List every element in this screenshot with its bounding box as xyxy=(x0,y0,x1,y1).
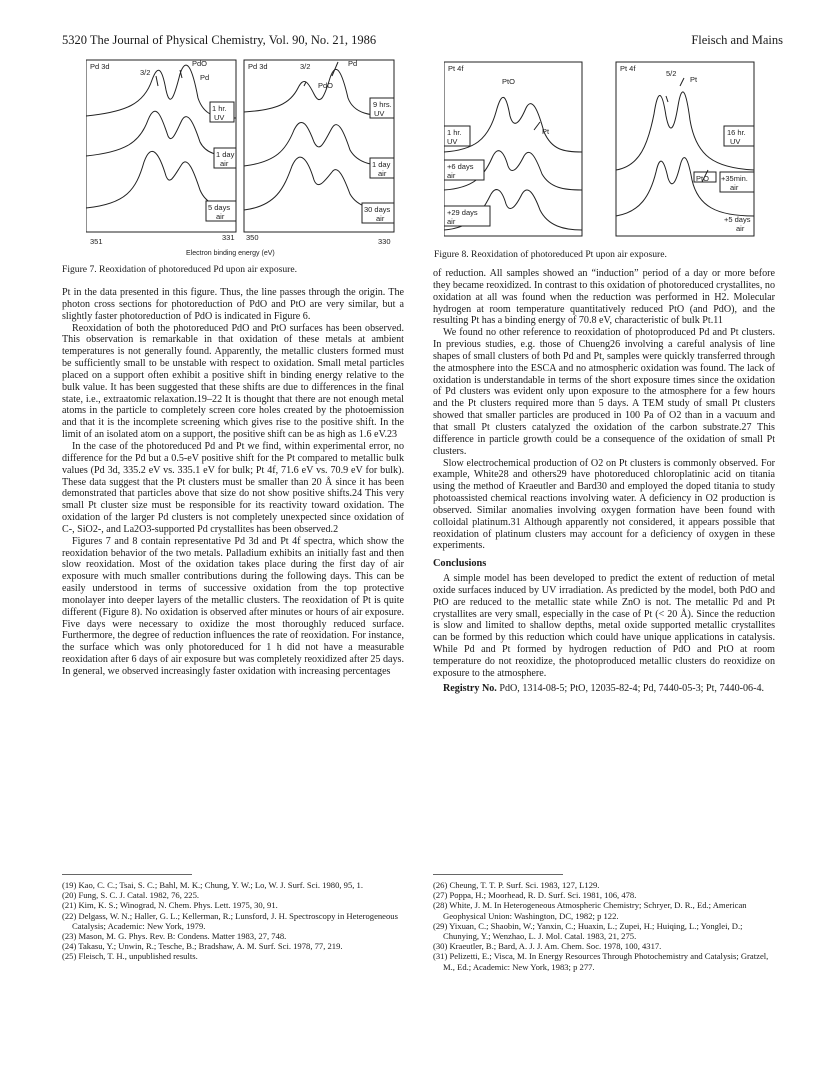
conclusions-paragraph: A simple model has been developed to predict the extent of reduction of metal oxide surfaces induced by UV irradiation. As predicted by the model, both PdO and PtO are reduced to the metallic state while ZnO is not. The metallic Pd and Pt crystallites are very small, especially in the case of Pt (< 20 Å). Since the reduction is slow and limited to shallow depths, metal oxide supported metallic crystallites can be formed by this reduction which could have unique applications in catalysis. While Pd and Pt formed by hydrogen reduction of PdO and PtO at room temperature do not reoxidize, the photoproduced metallic clusters do reoxidize on exposure to the atmosphere. xyxy=(433,573,775,679)
fig8-panel1-peak1: PtO xyxy=(502,77,515,86)
fig7-panel2-t2: 1 day xyxy=(372,160,391,169)
left-paragraph-3: In the case of the photoreduced Pd and Pt we find, within experimental error, no difference for the Pd but a 0.5-eV positive shift for the Pt compared to metallic bulk values (Pd 3d, 335.2 eV vs. 335.1 eV for bulk; Pt 4f, 71.6 eV vs. 70.9 eV for bulk). These data suggest that the Pt clusters must be smaller than 20 Å since it has been demonstrated that particles above that size do not show positive shifts.24 This very small Pt cluster size must be responsible for its reactivity toward oxidation. The oxidation of the larger Pd clusters is not completely unexpected since oxidation of C-, SiO2-, and La2O3-supported Pd crystallites has been observed.2 xyxy=(62,440,404,535)
ref-22: (22) Delgass, W. N.; Haller, G. L.; Kellerman, R.; Lunsford, J. H. Spectroscopy in Heterogeneous Catalysis; Academic: New York, 1979. xyxy=(62,910,398,931)
fig7-panel1-t3: 5 days xyxy=(208,203,231,212)
references-left xyxy=(62,880,404,962)
fig7-panel1-t1: 1 hr. xyxy=(212,104,227,113)
registry-label: Registry No. xyxy=(443,682,497,694)
fig8-panel2-t2c: PtO xyxy=(696,174,709,183)
fig8-panel1-corner: Pt 4f xyxy=(448,64,464,73)
header-journal: 5320 The Journal of Physical Chemistry, Vol. 90, No. 21, 1986 xyxy=(62,33,377,47)
references-right xyxy=(433,880,775,972)
ref-20: (20) Fung, S. C. J. Catal. 1982, 76, 225. xyxy=(62,890,200,901)
fig8-panel2-t3: +5 days xyxy=(724,215,751,224)
fig8-panel2-peak1: 5/2 xyxy=(666,69,677,78)
fig7-panel2-tick-left: 350 xyxy=(246,233,259,242)
ref-25: (25) Fleisch, T. H., unpublished results. xyxy=(62,951,198,962)
fig8-panel1-t1b: UV xyxy=(447,137,458,146)
fig7-panel1-t3b: air xyxy=(216,212,225,221)
ref-27: (27) Poppa, H.; Moorhead, R. D. Surf. Sci. 1981, 106, 478. xyxy=(433,890,637,901)
fig8-panel1-t1: 1 hr. xyxy=(447,128,462,137)
ref-24: (24) Takasu, Y.; Unwin, R.; Tesche, B.; Bradshaw, A. M. Surf. Sci. 1978, 77, 219. xyxy=(62,941,343,952)
fig7-panel2-tick-right: 330 xyxy=(378,237,391,246)
fig7-panel2-peak1: 3/2 xyxy=(300,62,311,71)
fig7-panel2-peak3: Pd xyxy=(348,59,358,68)
ref-30: (30) Kraeutler, B.; Bard, A. J. J. Am. Chem. Soc. 1978, 100, 4317. xyxy=(433,941,662,952)
fig7-panel1-t2: 1 day xyxy=(216,150,235,159)
footnote-rule-right xyxy=(433,874,563,875)
registry-text: PdO, 1314-08-5; PtO, 12035-82-4; Pd, 7440-05-3; Pt, 7440-06-4. xyxy=(499,682,765,694)
fig8-panel2-t1b: UV xyxy=(730,137,741,146)
fig8-panel1-peak2: Pt xyxy=(542,127,550,136)
conclusions-heading: Conclusions xyxy=(433,558,487,570)
right-paragraph-1: of reduction. All samples showed an “induction” period of a day or more before they became reoxidized. In contrast to this oxidation of photoreduced crystallites, no oxidation at all was found when the reduction was performed in H2. Molecular hydrogen at room temperature quantitatively reduced PtO (and PdO), and the resulting Pt has a binding energy of 70.8 eV, characteristic of bulk Pt.11 xyxy=(433,268,775,327)
fig7-panel2-t3b: air xyxy=(376,214,385,223)
fig7-panel2-corner: Pd 3d xyxy=(248,62,268,71)
left-column xyxy=(62,287,404,678)
running-header xyxy=(62,33,783,49)
left-paragraph-1: Pt in the data presented in this figure. Thus, the line passes through the origin. The photon cross sections for photoreduction of PdO and PtO are very similar, but a slightly faster photoreduction of PdO is indicated in Figure 6. xyxy=(62,287,404,322)
fig7-panel2-t2b: air xyxy=(378,169,387,178)
header-authors: Fleisch and Mains xyxy=(691,33,783,47)
footnote-rule-left xyxy=(62,874,192,875)
fig7-xlabel: Electron binding energy (eV) xyxy=(186,250,275,257)
fig7-panel1-t1b: UV xyxy=(214,113,225,122)
right-paragraph-2: We found no other reference to reoxidation of photoproduced Pd and Pt clusters. In previous studies, e.g. those of Chueng26 involving a careful analysis of line shapes of small clusters of both Pd and Pt, samples were quickly transferred through the atmosphere into the ESCA and no atmospheric oxidation was found. The lack of oxidation is understandable in terms of the short exposure times since the oxidation of Pd clusters was evident only upon exposure to the atmosphere for a few hours and the Pt clusters required more than 5 days. A TEM study of small Pt clusters showed that smaller particles are produced in 100 Pa of O2 than in a vacuum and that small Pt clusters catalyzed the oxidation of the carbon substrate.27 This difference in particle growth could be a consequence of the oxidation of small Pt clusters. xyxy=(433,327,775,457)
fig7-panel2-t1b: UV xyxy=(374,109,385,118)
fig7-panel1-t2b: air xyxy=(220,159,229,168)
fig7-panel1-peak3: Pd xyxy=(200,73,210,82)
left-paragraph-2: Reoxidation of both the photoreduced PdO and PtO surfaces has been observed. This observation is remarkable in that oxidation of these metals at ambient temperatures is not generally found. Apparently, the metallic clusters formed must be sufficiently small to be unstable with respect to oxidation. Small metal particles placed on a support often exhibit a positive shift in binding energy relative to the bulk value. It has been suggested that these shifts are due to differences in the final state, i.e., extraatomic relaxation.19–22 It is thought that there are not enough metal atoms in the particle to completely screen core holes created by the photoemission and that it is the incomplete screening which gives rise to the positive shift. In the limit of an isolated atom on a support, the positive shift can be as high as 1.6 eV.23 xyxy=(62,322,404,441)
fig7-panel2-peak2: PdO xyxy=(318,81,334,90)
ref-23: (23) Mason, M. G. Phys. Rev. B: Condens. Matter 1983, 27, 748. xyxy=(62,931,287,942)
fig8-panel2-t2: +35min. xyxy=(721,174,748,183)
fig7-panel1-tick-left: 351 xyxy=(90,237,103,246)
fig8-panel1-t3b: air xyxy=(447,217,456,226)
right-column xyxy=(433,268,775,695)
fig8-caption: Figure 8. Reoxidation of photoreduced Pt upon air exposure. xyxy=(434,249,667,260)
fig7-panel1-peak1: 3/2 xyxy=(140,68,151,77)
fig7-panel2-t3: 30 days xyxy=(364,205,391,214)
ref-31: (31) Pelizetti, E.; Visca, M. In Energy Resources Through Photochemistry and Catalysis; Gratzel, M., Ed.; Academic: New York, 1983; p 277. xyxy=(433,951,769,972)
ref-26: (26) Cheung, T. T. P. Surf. Sci. 1983, 127, L129. xyxy=(433,880,600,890)
fig8-panel1-t2b: air xyxy=(447,171,456,180)
registry-line xyxy=(433,683,775,695)
fig8-panel2-t2b: air xyxy=(730,183,739,192)
fig7-panel2-t1: 9 hrs. xyxy=(373,100,392,109)
ref-29: (29) Yixuan, C.; Shaobin, W.; Yanxin, C.; Huaxin, L.; Zupei, H.; Huiqing, L.; Yonglei, D.; Chunying, Y.; Wenzhao, L. J. Mol. Catal. 1983, 21, 275. xyxy=(433,920,743,942)
fig8-panel2-t1: 16 hr. xyxy=(727,128,746,137)
fig8-panel2-corner: Pt 4f xyxy=(620,64,636,73)
right-paragraph-3: Slow electrochemical production of O2 on Pt clusters is commonly observed. For example, White28 and others29 have photoreduced chloroplatinic acid on titania using the method of Kraeutler and Bard30 and employed the doped titania to study photoassisted chemical reactions involving water. A deficiency in O2 production is observed. Similar anomalies involving oxygen formation have been found with colloidal platinum.31 Although apparently not considered, it appears possible that reoxidation of platinum clusters may account for a deficiency of oxygen in these experiments. xyxy=(433,457,775,552)
fig8-panel2-t3b: air xyxy=(736,224,745,233)
fig8-panel1-t2: +6 days xyxy=(447,162,474,171)
figure-8 xyxy=(444,60,764,240)
fig7-caption: Figure 7. Reoxidation of photoreduced Pd upon air exposure. xyxy=(62,264,298,275)
fig7-panel1-tick-right: 331 xyxy=(222,233,235,242)
fig7-panel1-corner: Pd 3d xyxy=(90,62,110,71)
ref-21: (21) Kim, K. S.; Winograd, N. Chem. Phys. Lett. 1975, 30, 91. xyxy=(62,900,278,911)
left-paragraph-4: Figures 7 and 8 contain representative Pd 3d and Pt 4f spectra, which show the reoxidation behavior of the two metals. Palladium exhibits an initially fast and then slow reoxidation. Most of the oxidation takes place during the first day of air exposure with much smaller contributions during the following days. This can be easily understood in terms of successive oxidation from the top protective monolayer into deeper layers of the metallic clusters. The reoxidation of Pt is quite different (Figure 8). No oxidation is observed after minutes or hours of air exposure. Five days were necessary to oxidize the most thoroughly reduced surface. Furthermore, the degree of reduction influences the rate of reoxidation. For instance, the surface which was only photoreduced for 1 h did not have a measurable reoxidation after 6 days of air exposure but was completely reoxidized after 25 days. In general, we observed increasingly faster oxidation with increasing percentages xyxy=(62,535,404,677)
figure-7 xyxy=(86,58,406,260)
ref-19: (19) Kao, C. C.; Tsai, S. C.; Bahl, M. K.; Chung, Y. W.; Lo, W. J. Surf. Sci. 1980, 95, 1. xyxy=(62,880,363,890)
fig8-panel1-t3: +29 days xyxy=(447,208,478,217)
fig7-panel1-peak2: PdO xyxy=(192,59,208,68)
ref-28: (28) White, J. M. In Heterogeneous Atmospheric Chemistry; Schryer, D. R., Ed.; American Geophysical Union: Washington, DC, 1982; p 122. xyxy=(433,900,747,921)
fig8-panel2-peak2: Pt xyxy=(690,75,698,84)
